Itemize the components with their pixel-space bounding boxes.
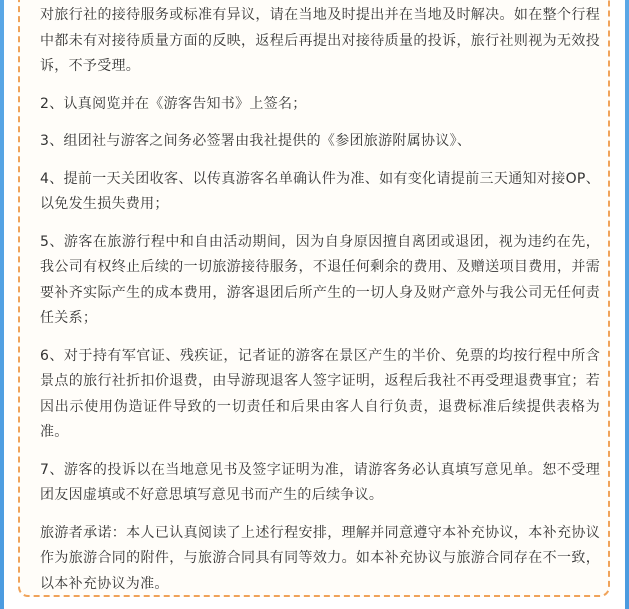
paragraph-complaint-intro: 对旅行社的接待服务或标准有异议，请在当地及时提出并在当地及时解决。如在整个行程中都未有对接待质量方面的反映，返程后再提出对接待质量的投诉，旅行社则视为无效投诉，不予受理。 bbox=[40, 7, 600, 74]
left-accent-bar bbox=[0, 0, 4, 609]
terms-content bbox=[40, 3, 600, 597]
paragraph-item-7: 7、游客的投诉以在当地意见书及签字证明为准，请游客务必认真填写意见单。恕不受理团友因虚填或不好意思填写意见书而产生的后续争议。 bbox=[40, 461, 600, 503]
paragraph-item-4: 4、提前一天关团收客、以传真游客名单确认件为准、如有变化请提前三天通知对接OP、以免发生损失费用； bbox=[40, 170, 600, 212]
paragraph-item-6: 6、对于持有军官证、残疾证，记者证的游客在景区产生的半价、免票的均按行程中所含景点的旅行社折扣价退费，由导游现退客人签字证明，返程后我社不再受理退费事宜；若因出示使用伪造证件导致的一切责任和后果由客人自行负责，退费标准后续提供表格为准。 bbox=[40, 347, 600, 440]
right-accent-bar bbox=[625, 0, 629, 609]
paragraph-item-5: 5、游客在旅游行程中和自由活动期间，因为自身原因擅自离团或退团，视为违约在先，我公司有权终止后续的一切旅游接待服务，不退任何剩余的费用、及赠送项目费用，并需要补齐实际产生的成本费用，游客退团后所产生的一切人身及财产意外与我公司无任何责任关系； bbox=[40, 233, 600, 326]
paragraph-item-2: 2、认真阅览并在《游客告知书》上签名； bbox=[40, 95, 307, 112]
paragraph-traveler-pledge: 旅游者承诺：本人已认真阅读了上述行程安排，理解并同意遵守本补充协议，本补充协议作为旅游合同的附件，与旅游合同具有同等效力。如本补充协议与旅游合同存在不一致，以本补充协议为准。 bbox=[40, 524, 600, 592]
paragraph-item-3: 3、组团社与游客之间务必签署由我社提供的《参团旅游附属协议》、 bbox=[40, 133, 472, 149]
